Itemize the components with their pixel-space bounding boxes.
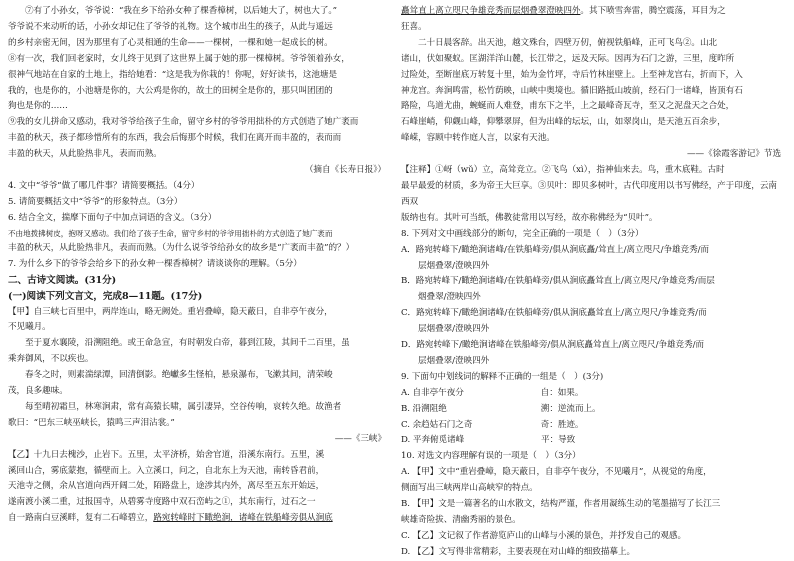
text-line: 石峰崖峭，仰觑山峰，仰攀翠屏，但为出峰的坛坛，山，如翠岗山，是天池五百余步，	[401, 117, 726, 128]
text-line: 8. 下列对文中画线部分的断句，完全正确的一项是（ ）（3分）	[401, 228, 644, 239]
text-line: 歌曰：“巴东三峡巫峡长，猿鸣三声泪沾裳。”	[8, 417, 175, 428]
text-line: 侧面写出三峡两岸山高峡窄的特点。	[401, 483, 538, 494]
text-line: 层烟叠翠/澄映四外	[418, 355, 490, 366]
text-line: 最早最爱的材质，多为帝王大巨享。③贝叶：即贝多树叶，古代印度用以书写佛经，产于印度，云南西双	[401, 180, 777, 207]
text-line: 过险处，至断崖底万转复十里，始为金竹坪，寺后竹林崖壁上。上至神龙宫右，折而下，入	[401, 69, 743, 80]
text-line: (一)阅读下列文言文，完成8—11题。(17分)	[8, 290, 203, 302]
left-column	[8, 4, 386, 527]
text-line: 狂喜。	[401, 21, 427, 32]
text-line: 峰嵘，容顾中转作庭人言，以家有天池。	[401, 133, 555, 144]
text-line: 峡雄奇险拔、清幽秀丽的景色。	[401, 515, 521, 525]
text-line: 天池寺之侧，余从宫道向西开阔二处，陌路盘上，途涉其内外，离尽至五东开始远，	[8, 481, 325, 492]
text-line: 版纳也有。其叶可当纸，佛教徒常用以写经，故亦称佛经为“贝叶”。	[401, 212, 658, 223]
text-line: C．路宛转峰下/瞰绝涧诸峰/在铁船峰旁/俱从涧底矗耸直上/离立咫尺/争雄竞秀/而	[401, 308, 707, 319]
text-line: 5. 请简要概括文中“爷爷”的形象特点。（3分）	[8, 196, 183, 207]
text-line: 二十日晨客辞。出天池，越文殊台，四壁万仞，俯视铁船峰，正可飞鸟②。山北	[418, 37, 718, 48]
text-line: 烟叠翠/澄映四外	[418, 292, 481, 303]
text-line: 不见曦月。	[8, 322, 51, 333]
text-line: ——《三峡》	[334, 433, 386, 444]
text-line: ⑨我的女儿拼命又感动，我对爷爷给孩子生命，留守乡村的爷爷用拙朴的方式创造了她广袤而	[8, 117, 359, 128]
text-line: 路险，鸟道尤曲，蜿蜒而人难登，甫东下之半，上之最峰奇瓦寺，至又之泥盘天之合处，	[401, 101, 735, 112]
text-line: 【甲】自三峡七百里中，两岸连山，略无阙处。重岩叠嶂，隐天蔽日，自非亭午夜分，	[8, 306, 333, 317]
text-line: 【乙】十九日去槐沙，止岩下。五里，太平济桥，始舍官道，沿溪东南行。五里，溪	[8, 449, 325, 460]
text-line: 丰盈的秋天，从此脸热非凡，表而而熟。（为什么说爷爷给孙女的故乡是“广袤而丰盈”的？）	[8, 242, 355, 253]
text-line: 我的，也是你的，小池塘是你的，大公鸡是你的，故土的田树全是你的，那只叫团团的	[8, 85, 333, 96]
text-line: 乘奔御风，不以疾也。	[8, 354, 94, 365]
text-line: B. 【甲】文是一篇著名的山水散文，结构严谨，作者用凝练生动的笔墨描写了长江三	[401, 499, 721, 510]
text-line: 4. 文中“爷爷”做了哪几件事？请简要概括。（4分）	[8, 180, 200, 191]
text-line: ⑦有了小孙女，爷爷说：“我在乡下给孙女种了棵香樟树，以后她大了，树也大了。”	[25, 6, 337, 16]
text-line: 层烟叠翠/澄映四外	[418, 260, 490, 271]
text-line: 7. 为什么乡下的爷爷会给乡下的孙女种一棵香樟树？请谈谈你的理解。（5分）	[8, 258, 302, 269]
text-line: 矗耸直上离立咫尺争雄竞秀而层烟叠翠澄映四外。其下喷雪奔雷，腾空震荡，耳目为之	[401, 6, 726, 16]
text-line: 每至晴初霜旦，林寒涧肃，常有高猿长啸，属引凄异，空谷传响，哀转久绝。故渔者	[25, 401, 342, 412]
text-line: 神龙宫。奔涧鸣雷，松竹荫映，山峡中奥境也。循旧路抵山坡前，经石门一诸峰，皆顶有石	[401, 85, 743, 96]
text-line: 狗也是你的……	[8, 101, 68, 112]
text-line: C. 余趋姑石门之奇 奇：胜迹。	[401, 419, 584, 430]
text-line: 10. 对选文内容理解有误的一项是（ ）（3分）	[401, 451, 581, 462]
text-line: 春冬之时，则素湍绿潭，回清倒影。绝巘多生怪柏，悬泉瀑布，飞漱其间，清荣峻	[25, 370, 333, 381]
text-line: B. 沿溯阻绝 溯：逆流而上。	[401, 403, 601, 414]
text-line: ——《徐霞客游记》节选	[687, 149, 781, 160]
text-line: 6. 结合全文，揣摩下面句子中加点词语的含义。（3分）	[8, 212, 217, 223]
text-line: 自一路南白豆溪畔，复有二石峰碧立，路宛转峰时下瞰绝涧，诸峰在铁船峰旁俱从涧底	[8, 513, 333, 524]
text-line: D．路宛转峰下/瞰绝涧诸峰在铁船峰旁/俱从涧底矗耸直上/离立咫尺/争雄竞秀/而	[401, 340, 705, 351]
text-line: A. 自非亭午夜分 自：如果。	[401, 387, 584, 398]
text-line: 溪回山合，雾底蒙抱，循壁而上。入立溪口，问之，自北东上为天池，南转昏君前，	[8, 465, 325, 476]
text-line: 至于夏水襄陵，沿溯阻绝。或王命急宣，有时朝发白帝，暮到江陵，其间千二百里，虽	[25, 338, 350, 349]
text-line: D. 【乙】文写得非常精彩，主要表现在对山峰的细致描摹上。	[401, 546, 636, 557]
text-line: 爷爷说不来动听的话，小孙女却记住了爷爷的礼物。这个城市出生的孩子，从此与遥远	[8, 21, 333, 32]
text-line: A．路宛转峰下/瞰绝涧诸峰/在铁船峰旁/俱从涧底矗/耸直上/离立咫尺/争雄竞秀/而	[401, 244, 710, 255]
text-line: 丰盈的秋天，孩子都珍惜所有的东西，我会后悔那个时候，我们在离开而丰盈的，表而而	[8, 133, 342, 144]
text-line: 的乡村亲密无间，因为那里有了心灵相通的生命——一棵树，一棵和她一起成长的树。	[8, 37, 333, 48]
text-line: 遂南渡小溪二重，过报国寺，从碧雾寺度路中双石峦屿之①，其东南行，过石之一	[8, 497, 316, 508]
text-line: C. 【乙】文记叙了作者游览庐山的山峰与小溪的景色，并抒发自己的观感。	[401, 530, 686, 541]
text-line: 9. 下面句中划线词的解释不正确的一组是（ ）(3分)	[401, 371, 604, 382]
text-line: 很神气地站在自家的土地上，指给她看：“这是我为你栽的！你呢，好好读书，这池塘是	[8, 69, 338, 80]
underlined-passage: 路宛转峰时下瞰绝涧，诸峰在铁船峰旁俱从涧底	[153, 513, 333, 524]
text-line: ⑧有一次，我们回老家时，女儿终于见到了这世界上属于她的那一棵樟树。爷爷领着孙女，	[8, 53, 350, 64]
text-line: D. 平奔俯觅诸峰 平：导致	[401, 435, 576, 446]
text-line: 【注释】①岈（wǔ）立，高耸竞立。②飞鸟（xì），指神仙来去。鸟，重木底鞋。古时	[401, 165, 725, 176]
text-line: A. 【甲】文中“重岩叠嶂，隐天蔽日，自非亭午夜分，不见曦月”，从视觉的角度，	[401, 467, 712, 478]
text-line: （摘自《长寿日报》）	[304, 165, 386, 176]
text-line: 层烟叠翠/澄映四外	[418, 324, 490, 335]
text-line: 不由地拨拂树皮，抱呀又感动。我们给了孩子生命，留守乡村的爷爷用拙朴的方式创造了她广袤而	[8, 228, 333, 238]
text-line: 二、古诗文阅读。(31分)	[8, 274, 117, 286]
underlined-passage: 矗耸直上离立咫尺争雄竞秀而层烟叠翠澄映四外	[401, 6, 581, 16]
text-line: 诸山，伏如聚蚁。匡湖洋洋山麓，长江带之，远及天际。因再为石门之游，三里，度昨所	[401, 53, 735, 64]
text-line: 茂，良多趣味。	[8, 386, 68, 397]
text-line: 丰盈的秋天，从此脸热非凡，表而而熟。	[8, 149, 162, 160]
right-column	[401, 4, 781, 561]
text-line: B．路宛转峰下/瞰绝涧诸峰/在铁船峰旁/俱从涧底矗耸直上/离立咫尺/争雄竞秀/而层	[401, 276, 715, 287]
